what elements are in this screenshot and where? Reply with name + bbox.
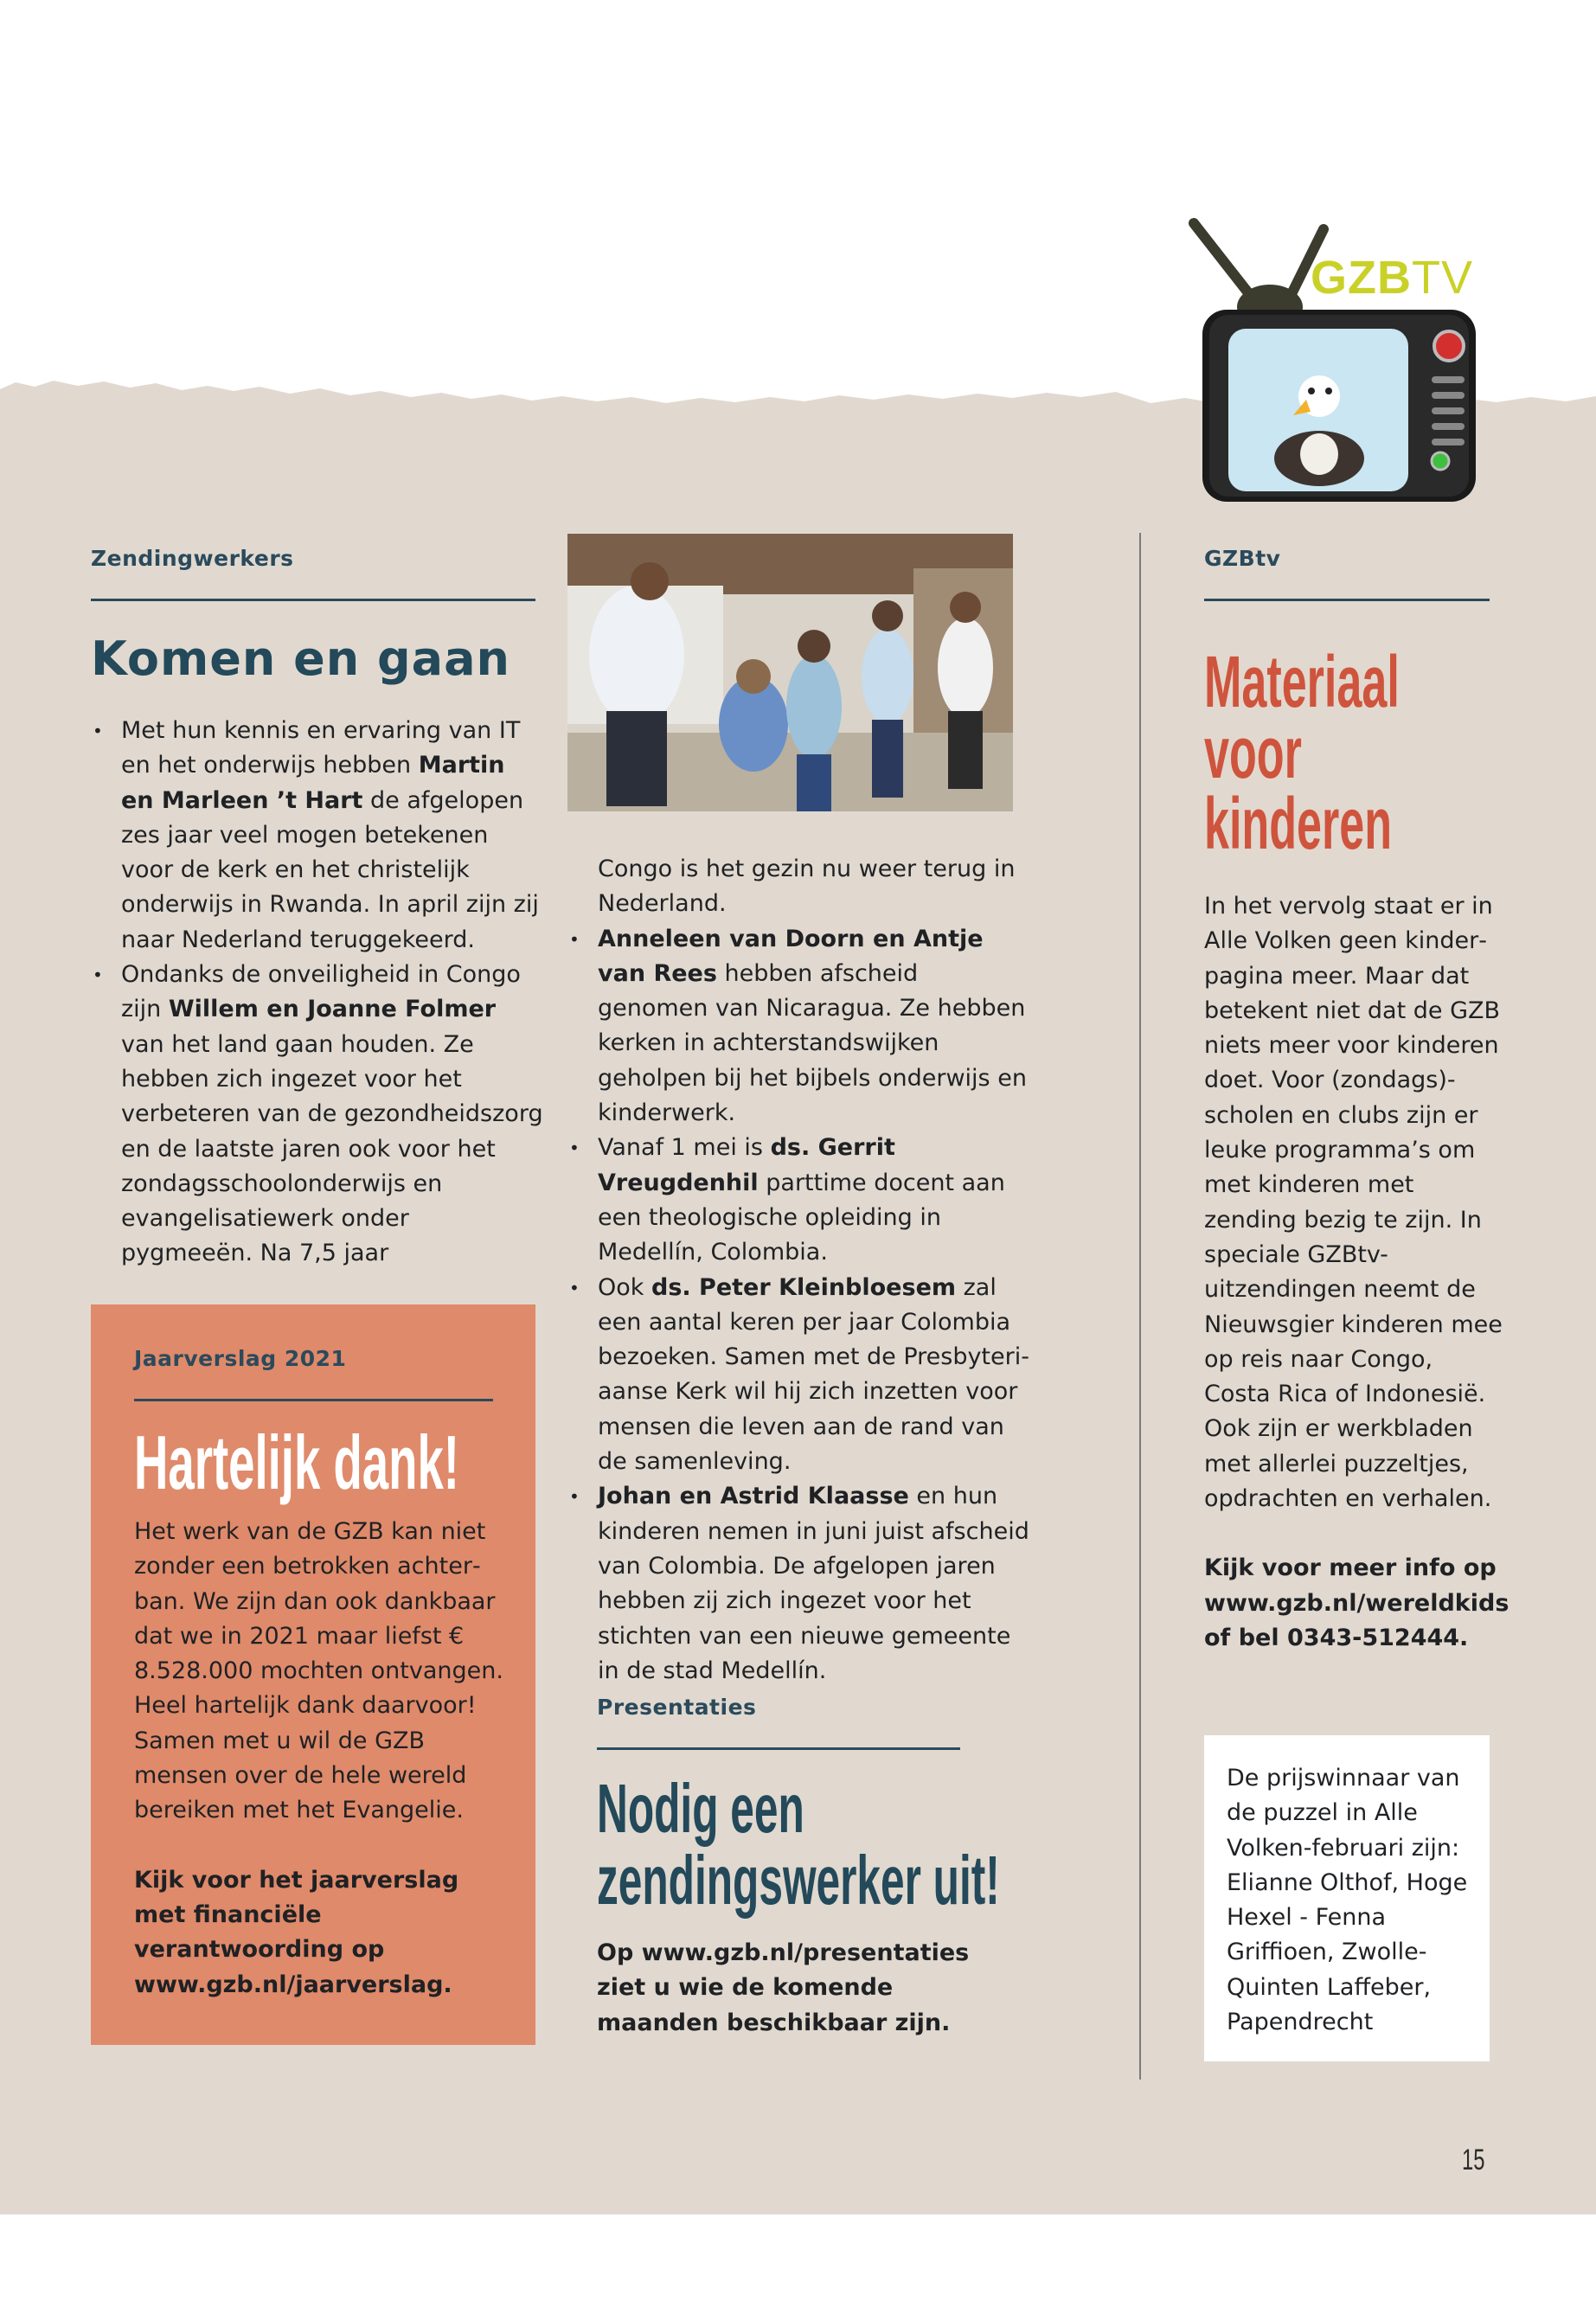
page-number: 15 [1462,2144,1485,2176]
article-title-zendingswerker: zendingswerker uit! [597,1842,1000,1919]
list-item: • Ondanks de onveiligheid in Congo zijn Willem en Joanne Folmer van het land gaan houden. Ze hebben zich ingezet voor het verbeteren van de gezondheidszorg en de laatste jaren ook voor het zondagsschoolonderwijs en evangelisatiewerk onder pygmeeën. Na 7,5 jaar [91,958,545,1272]
section-kicker-presentaties: Presentaties [597,1695,757,1720]
list-item: • Anneleen van Doorn en Antje van Rees hebben afscheid genomen van Nicaragua. Ze hebben kerken in achterstandswijken geholpen bij het bijbels onderwijs en kinderwerk. [567,922,1035,1131]
jaarverslag-link[interactable]: Kijk voor het jaarverslag met financiële verantwoording op www.gzb.nl/jaarverslag. [134,1866,459,1998]
list-item: • Ook ds. Peter Kleinbloesem zal een aantal keren per jaar Colombia bezoeken. Samen met de Presbyteriaanse Kerk wil hij zich inzetten voor mensen die leven aan de rand van de samenleving. [567,1271,1035,1480]
jaarverslag-body: Het werk van de GZB kan niet zonder een betrokken achterban. We zijn dan ook dankbaar dat we in 2021 maar liefst € 8.528.000 mochten ontvangen. Heel hartelijk dank daarvoor! Samen met u wil de GZB mensen over de hele wereld bereiken met het Evangelie. Kijk voor het jaarverslag met financiële verantwoording op www.gzb.nl/jaarverslag. [134,1515,506,2003]
column-divider [1139,533,1141,2080]
winners-text: De prijswinnaar van de puzzel in Alle Volken-februari zijn: Elianne Olthof, Hoge Hexel - Fenna Griffioen, Zwolle-Quinten Laffeber, Papendrecht [1227,1765,1468,2036]
article-photo-prayer [567,534,1013,811]
section-rule [91,599,535,601]
article-title-nodig-een: Nodig een [597,1770,804,1847]
gzbtv-body: In het vervolg staat er in Alle Volken geen kinderpagina meer. Maar dat betekent niet dat de GZB niets meer voor kinderen doet. Voor (zondags)scholen en clubs zijn er leuke programma’s om met kinderen met zending bezig te zijn. In speciale GZBtv-uitzendingen neemt de Nieuwsgier kinderen mee op reis naar Congo, Costa Rica of Indonesië. Ook zijn er werkbladen met allerlei puzzeltjes, opdrachten en verhalen. Kijk voor meer info op www.gzb.nl/wereldkids of bel 0343-512444. [1204,889,1503,1656]
article-title-materiaal: Materiaal [1204,641,1400,722]
section-kicker-jaarverslag: Jaarverslag 2021 [134,1346,347,1371]
article-title-kinderen: kinderen [1204,783,1393,864]
section-rule [1204,599,1490,601]
list-item: • Vanaf 1 mei is ds. Gerrit Vreugdenhil parttime docent aan een theologische opleiding in Medellín, Colombia. [567,1131,1035,1270]
section-kicker-zendingwerkers: Zendingwerkers [91,546,294,571]
article-title-hartelijk-dank: Hartelijk dank! [134,1420,459,1505]
section-rule [134,1399,493,1401]
section-kicker-gzbtv: GZBtv [1204,546,1281,571]
presentaties-body[interactable]: Op www.gzb.nl/presentaties ziet u wie de komende maanden beschikbaar zijn. [597,1939,970,2036]
article-title-voor: voor [1204,712,1302,793]
section-rule [597,1747,960,1750]
jaarverslag-box [91,1304,535,2045]
article-title-komen-en-gaan: Komen en gaan [91,631,510,686]
list-item: • Johan en Astrid Klaasse en hun kinderen nemen in juni juist afscheid van Colombia. De afgelopen jaren hebben zij zich ingezet voor het stichten van een nieuwe gemeente in de stad Medellín. [567,1479,1035,1689]
gzbtv-logo-text: GZBTV [1311,252,1474,304]
winners-box [1204,1735,1490,2061]
gzbtv-link[interactable]: Kijk voor meer info op www.gzb.nl/wereldkids of bel 0343-512444. [1204,1554,1509,1651]
list-item: • Met hun kennis en ervaring van IT en het onderwijs hebben Martin en Marleen ’t Hart de afgelopen zes jaar veel mogen betekenen voor de kerk en het christelijk onderwijs in Rwanda. In april zijn zij naar Nederland teruggekeerd. [91,714,545,958]
article-body-col2: Congo is het gezin nu weer terug in Nederland. • Anneleen van Doorn en Antje van Rees hebben afscheid genomen van Nicaragua. Ze hebben kerken in achterstandswijken geholpen bij het bijbels onderwijs en kinderwerk. • Vanaf 1 mei is ds. Gerrit Vreugdenhil parttime docent aan een theologische opleiding in Medellín, Colombia. • Ook ds. Peter Kleinbloesem zal een aantal keren per jaar Colombia bezoeken. Samen met de Presbyteriaanse Kerk wil hij zich inzetten voor mensen die leven aan de rand van de samenleving. • Johan en Astrid Klaasse en hun kinderen nemen in juni juist afscheid van Colombia. De afgelopen jaren hebben zij zich ingezet voor het stichten van een nieuwe gemeente in de stad Medellín. [567,852,1035,1689]
article-body-col1 [91,714,545,1272]
